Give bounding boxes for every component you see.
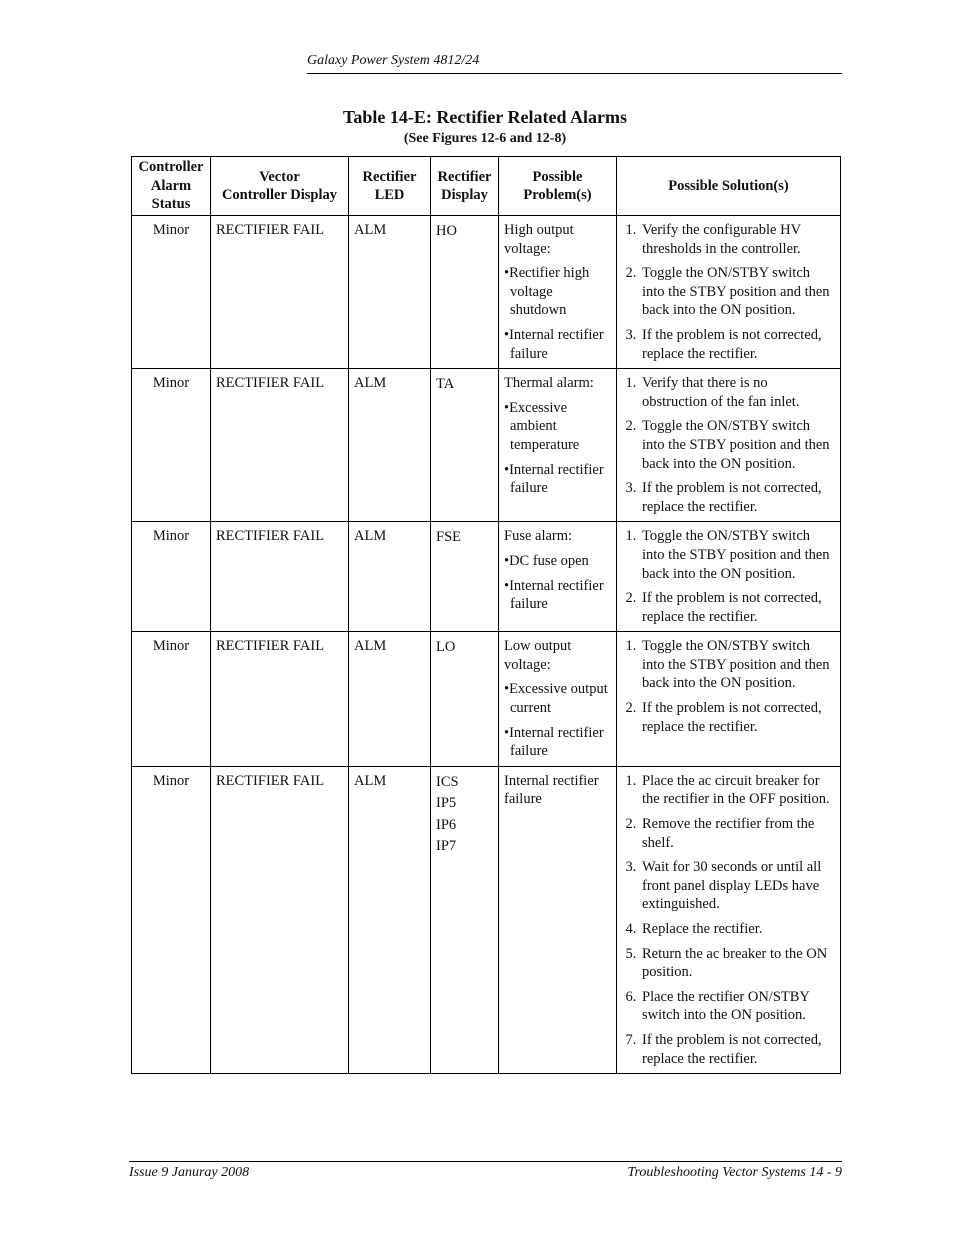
solution-steps-list	[622, 772, 835, 1068]
rectifier-led-cell	[349, 632, 431, 767]
possible-problems-cell	[499, 766, 617, 1073]
table-row	[132, 369, 841, 522]
problem-bullet: •Rectifier high voltage shutdown	[504, 265, 590, 319]
vector-display-text: RECTIFIER FAIL	[216, 772, 325, 789]
alarm-status: Minor	[152, 638, 190, 655]
problem-bullet: •Internal rectifier failure	[504, 724, 604, 760]
problem-bullet: •Excessive output current	[504, 681, 608, 717]
solution-step: 7. If the problem is not corrected, replace the rectifier.	[640, 1031, 835, 1068]
column-header-line: Display	[441, 187, 488, 203]
possible-problems-cell	[499, 632, 617, 767]
column-header-line: Possible Solution(s)	[668, 177, 789, 194]
rectifier-display-cell	[431, 369, 499, 522]
alarm-status-cell	[132, 216, 211, 369]
vector-display-text: RECTIFIER FAIL	[216, 528, 325, 545]
table-row	[132, 632, 841, 767]
possible-solutions-cell	[617, 369, 841, 522]
table-header-row	[132, 157, 841, 216]
rectifier-led-cell	[349, 766, 431, 1073]
column-header-line: Alarm	[150, 177, 192, 194]
rectifier-display-code: ICS	[436, 773, 459, 790]
solution-steps-list	[622, 527, 835, 626]
solution-step: 3. If the problem is not corrected, replace the rectifier.	[640, 479, 835, 516]
solution-step: 2. Remove the rectifier from the shelf.	[640, 815, 835, 852]
vector-display-text: RECTIFIER FAIL	[216, 638, 325, 655]
column-header-possible-solutions	[617, 157, 841, 216]
solution-step: 2. Toggle the ON/STBY switch into the STBY position and then back into the ON position.	[640, 417, 835, 473]
column-header-line: Vector	[259, 168, 300, 185]
possible-solutions-cell	[617, 522, 841, 632]
column-header-controller-alarm-status	[132, 157, 211, 216]
rectifier-display-code: HO	[436, 223, 457, 239]
vector-display-cell	[211, 766, 349, 1073]
problem-summary: Thermal alarm:	[504, 375, 594, 392]
problem-bullet: •Excessive ambient temperature	[504, 399, 580, 453]
problem-bullet: •Internal rectifier failure	[504, 577, 604, 613]
table-row	[132, 216, 841, 369]
table-subtitle: (See Figures 12-6 and 12-8)	[403, 131, 567, 146]
column-header-line: Problem(s)	[523, 187, 592, 203]
solution-step: 4. Replace the rectifier.	[640, 920, 835, 939]
rectifier-display-code: IP6	[436, 816, 457, 833]
problem-bullet: •Internal rectifier failure	[504, 326, 604, 362]
solution-steps-list	[622, 637, 835, 736]
solution-step: 3. If the problem is not corrected, replace the rectifier.	[640, 326, 835, 363]
vector-display-cell	[211, 216, 349, 369]
column-header-line: Controller	[138, 159, 204, 176]
column-header-possible-problems	[499, 157, 617, 216]
alarm-status: Minor	[152, 222, 190, 238]
alarm-status-cell	[132, 766, 211, 1073]
solution-step: 1. Toggle the ON/STBY switch into the STBY position and then back into the ON position.	[640, 527, 835, 583]
solution-step: 1. Toggle the ON/STBY switch into the STBY position and then back into the ON position.	[640, 637, 835, 693]
problem-summary: Fuse alarm:	[504, 528, 573, 545]
table-body	[132, 216, 841, 1074]
alarm-status: Minor	[152, 772, 190, 789]
column-header-line: Possible	[532, 168, 583, 185]
column-header-vector-controller-display	[211, 157, 349, 216]
alarm-status-cell	[132, 522, 211, 632]
alarm-status: Minor	[152, 375, 190, 392]
rectifier-led-text: ALM	[354, 528, 387, 545]
rectifier-led-cell	[349, 522, 431, 632]
rectifier-led-text: ALM	[354, 375, 387, 392]
solution-steps-list	[622, 374, 835, 516]
solution-step: 1. Place the ac circuit breaker for the rectifier in the OFF position.	[640, 772, 835, 809]
column-header-line: LED	[374, 187, 405, 203]
vector-display-text: RECTIFIER FAIL	[216, 375, 325, 392]
rectifier-display-code: IP7	[436, 838, 457, 855]
alarm-status: Minor	[152, 528, 190, 545]
rectifier-display-cell	[431, 766, 499, 1073]
running-header	[307, 52, 842, 74]
table-title: Table 14-E: Rectifier Related Alarms	[343, 107, 627, 127]
column-header-line: Status	[151, 196, 191, 213]
column-header-rectifier-display	[431, 157, 499, 216]
rectifier-display-code: LO	[436, 639, 456, 656]
possible-solutions-cell	[617, 216, 841, 369]
problem-summary: Low output voltage:	[504, 638, 572, 673]
vector-display-cell	[211, 369, 349, 522]
problem-bullet: •Internal rectifier failure	[504, 461, 604, 497]
running-header-title: Galaxy Power System 4812/24	[307, 53, 480, 68]
rectifier-led-cell	[349, 216, 431, 369]
alarm-status-cell	[132, 632, 211, 767]
rectifier-display-cell	[431, 522, 499, 632]
footer-issue: Issue 9 Januray 2008	[129, 1165, 250, 1180]
solution-step: 3. Wait for 30 seconds or until all front panel display LEDs have extinguished.	[640, 858, 835, 914]
table-row	[132, 522, 841, 632]
problem-bullet: •DC fuse open	[504, 552, 589, 569]
solution-step: 1. Verify the configurable HV thresholds in the controller.	[640, 221, 835, 258]
alarm-status-cell	[132, 369, 211, 522]
rectifier-display-code: TA	[436, 376, 455, 393]
running-footer	[129, 1161, 842, 1180]
column-header-line: Controller Display	[221, 187, 338, 203]
solution-step: 2. If the problem is not corrected, replace the rectifier.	[640, 699, 835, 736]
solution-step: 2. If the problem is not corrected, replace the rectifier.	[640, 589, 835, 626]
solution-step: 6. Place the rectifier ON/STBY switch into the ON position.	[640, 988, 835, 1025]
solution-step: 1. Verify that there is no obstruction of the fan inlet.	[640, 374, 835, 411]
possible-problems-cell	[499, 216, 617, 369]
rectifier-led-text: ALM	[354, 638, 387, 655]
column-header-rectifier-led	[349, 157, 431, 216]
problem-summary: High output voltage:	[504, 222, 574, 257]
rectifier-led-cell	[349, 369, 431, 522]
possible-solutions-cell	[617, 632, 841, 767]
solution-step: 5. Return the ac breaker to the ON position.	[640, 945, 835, 982]
rectifier-display-code: IP5	[436, 795, 457, 812]
column-header-line: Rectifier	[362, 168, 417, 185]
rectifier-led-text: ALM	[354, 222, 387, 238]
solution-steps-list	[622, 221, 835, 363]
rectifier-led-text: ALM	[354, 772, 387, 789]
column-header-line: Rectifier	[437, 168, 492, 185]
solution-step: 2. Toggle the ON/STBY switch into the STBY position and then back into the ON position.	[640, 264, 835, 320]
possible-problems-cell	[499, 369, 617, 522]
vector-display-cell	[211, 632, 349, 767]
table-row	[132, 766, 841, 1073]
vector-display-text: RECTIFIER FAIL	[216, 222, 325, 238]
possible-solutions-cell	[617, 766, 841, 1073]
possible-problems-cell	[499, 522, 617, 632]
rectifier-display-cell	[431, 632, 499, 767]
problem-summary: Internal rectifier failure	[504, 772, 599, 808]
rectifier-display-code: FSE	[436, 529, 461, 546]
vector-display-cell	[211, 522, 349, 632]
rectifier-alarms-table	[131, 156, 841, 1074]
rectifier-display-cell	[431, 216, 499, 369]
footer-section-page: Troubleshooting Vector Systems 14 - 9	[627, 1165, 842, 1180]
